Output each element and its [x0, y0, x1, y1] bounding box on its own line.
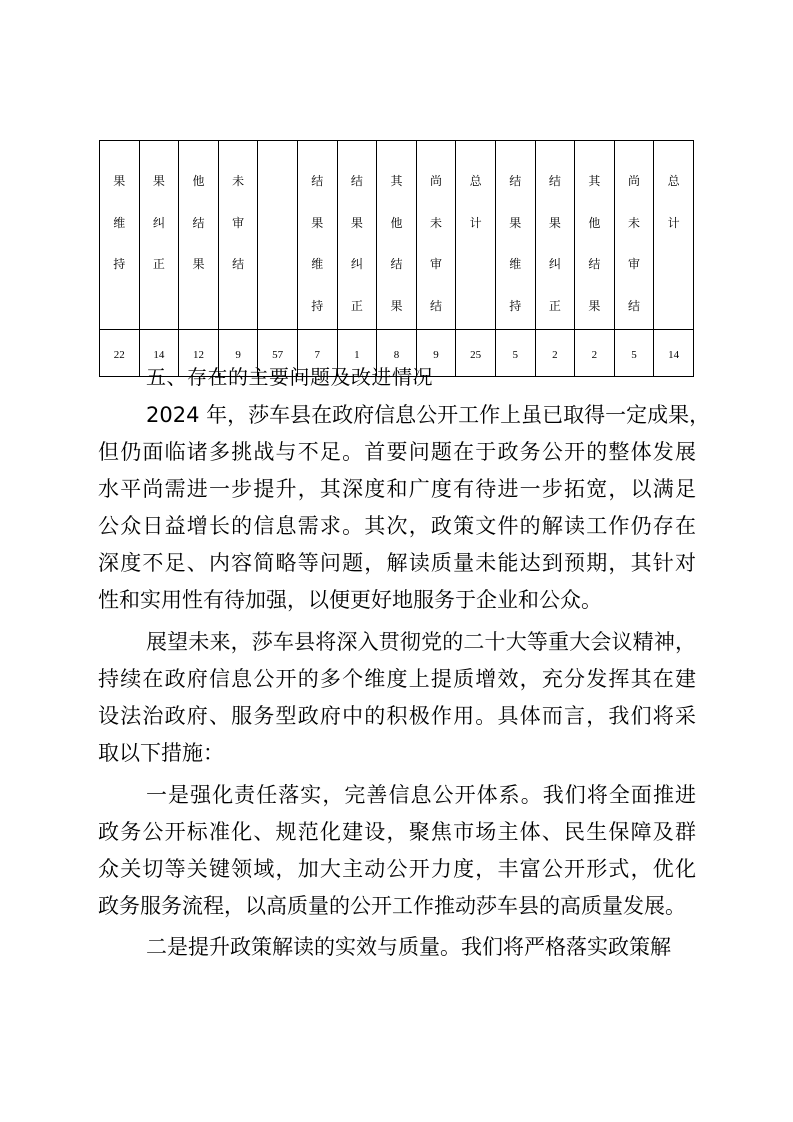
- table-header-char: 尚: [430, 174, 443, 188]
- table-value-cell: 8: [377, 330, 417, 377]
- table-header-cell: [495, 141, 535, 330]
- table-header-char: 结: [588, 257, 601, 271]
- table-header-cell: [614, 141, 654, 330]
- table-header-char: 审: [232, 215, 245, 230]
- table-header-char: 果: [152, 174, 165, 188]
- table-header-char: 果: [350, 215, 363, 230]
- table-header-char: 计: [667, 215, 680, 230]
- table-header-cell: [258, 141, 298, 330]
- table-header-cell: [377, 141, 417, 330]
- paragraph-line: 水平尚需进一步提升，其深度和广度有待进一步拓宽，以满足: [98, 477, 696, 501]
- table-header-char: 持: [113, 257, 126, 271]
- paragraph-line: 2024 年，莎车县在政府信息公开工作上虽已取得一定成果，: [146, 403, 711, 427]
- table-header-char: 纠: [548, 257, 561, 271]
- table-header-cell: [535, 141, 575, 330]
- table-value-cell: 9: [218, 330, 258, 377]
- table-value-cell: 22: [100, 330, 140, 377]
- table-header-char: 果: [548, 215, 561, 230]
- table-header-char: 未: [430, 215, 443, 230]
- table-header-char: 果: [390, 298, 403, 313]
- table-header-char: 结: [430, 298, 443, 313]
- table-header-char: 总: [469, 174, 482, 188]
- table-value-cell: 7: [297, 330, 337, 377]
- table-header-cell: [139, 141, 179, 330]
- table-header-char: 结: [548, 174, 561, 188]
- table-value-cell: 1: [337, 330, 377, 377]
- table-header-char: 正: [152, 257, 165, 271]
- table-header-char: 尚: [628, 174, 641, 188]
- paragraph-measure-two: [98, 929, 696, 966]
- table-header-char: 维: [113, 215, 126, 230]
- table-value-cell: 57: [258, 330, 298, 377]
- table-header-char: 纠: [152, 215, 165, 230]
- paragraph-outlook: [98, 624, 696, 772]
- paragraph-line: 持续在政府信息公开的多个维度上提质增效，充分发挥其在建: [98, 667, 696, 691]
- paragraph-line: 但仍面临诸多挑战与不足。首要问题在于政务公开的整体发展: [98, 440, 696, 464]
- table-header-cell: [337, 141, 377, 330]
- table-header-cell: [100, 141, 140, 330]
- paragraph-problems: [98, 397, 711, 619]
- table-header-char: 他: [588, 215, 601, 230]
- paragraph-line: 性和实用性有待加强，以便更好地服务于企业和公众。: [98, 588, 602, 612]
- table-value-cell: 12: [179, 330, 219, 377]
- table-value-cell: 2: [535, 330, 575, 377]
- table-header-cell: [416, 141, 456, 330]
- paragraph-line: 二是提升政策解读的实效与质量。我们将严格落实政策解: [146, 935, 671, 959]
- table-value-cell: 14: [139, 330, 179, 377]
- table-header-char: 其: [390, 174, 403, 188]
- table-header-char: 结: [192, 215, 205, 230]
- table-header-char: 审: [628, 257, 641, 271]
- table-header-char: 计: [469, 215, 482, 230]
- table-header-char: 其: [588, 174, 601, 188]
- table-header-cell: [456, 141, 496, 330]
- table-header-char: 果: [192, 257, 205, 271]
- table-header-char: 维: [311, 257, 324, 271]
- table-header-char: 正: [350, 298, 363, 313]
- table-header-char: 纠: [350, 257, 363, 271]
- table-header-char: 总: [667, 174, 680, 188]
- table-value-cell: 9: [416, 330, 456, 377]
- table-header-char: 果: [311, 215, 324, 230]
- table-header-cell: [575, 141, 615, 330]
- table-header-char: 结: [628, 298, 641, 313]
- table-header-char: 结: [390, 257, 403, 271]
- table-header-char: 持: [509, 298, 522, 313]
- table-header-char: 果: [509, 215, 522, 230]
- table-value-cell: 2: [575, 330, 615, 377]
- table-value-cell: 25: [456, 330, 496, 377]
- table-header-char: 结: [232, 257, 245, 271]
- table-header-char: 审: [430, 257, 443, 271]
- section-heading: 五、存在的主要问题及改进情况: [146, 365, 433, 389]
- table-header-char: 结: [311, 174, 324, 188]
- table-header-char: 果: [113, 174, 126, 188]
- table-value-cell: 14: [654, 330, 694, 377]
- paragraph-line: 公众日益增长的信息需求。其次，政策文件的解读工作仍存在: [98, 514, 696, 538]
- paragraph-line: 设法治政府、服务型政府中的积极作用。具体而言，我们将采: [98, 704, 696, 728]
- table-header-char: 结: [509, 174, 522, 188]
- statistics-table: [99, 140, 694, 377]
- table-header-char: 持: [311, 298, 324, 313]
- paragraph-line: 政务公开标准化、规范化建设，聚焦市场主体、民生保障及群: [98, 820, 696, 844]
- paragraph-line: 政务服务流程，以高质量的公开工作推动莎车县的高质量发展。: [98, 894, 686, 918]
- table-value-cell: 5: [614, 330, 654, 377]
- table-header-char: 他: [192, 174, 205, 188]
- table-value-cell: 5: [495, 330, 535, 377]
- table-header-char: 未: [628, 215, 641, 230]
- table-header-char: 维: [509, 257, 522, 271]
- paragraph-measure-one: [98, 777, 696, 925]
- table-header-cell: [179, 141, 219, 330]
- table-header-char: 他: [390, 215, 403, 230]
- table-header-char: 结: [350, 174, 363, 188]
- table-header-char: 未: [232, 174, 245, 188]
- paragraph-line: 取以下措施：: [98, 741, 224, 765]
- paragraph-line: 众关切等关键领域，加大主动公开力度，丰富公开形式，优化: [98, 857, 696, 881]
- paragraph-line: 展望未来，莎车县将深入贯彻党的二十大等重大会议精神，: [146, 630, 696, 654]
- table-header-row: [100, 141, 694, 330]
- paragraph-line: 一是强化责任落实，完善信息公开体系。我们将全面推进: [146, 783, 696, 807]
- table-header-cell: [654, 141, 694, 330]
- table-header-cell: [218, 141, 258, 330]
- table-header-cell: [297, 141, 337, 330]
- paragraph-line: 深度不足、内容简略等问题，解读质量未能达到预期，其针对: [98, 551, 696, 575]
- table-header-char: 正: [548, 298, 561, 313]
- table-header-char: 果: [588, 298, 601, 313]
